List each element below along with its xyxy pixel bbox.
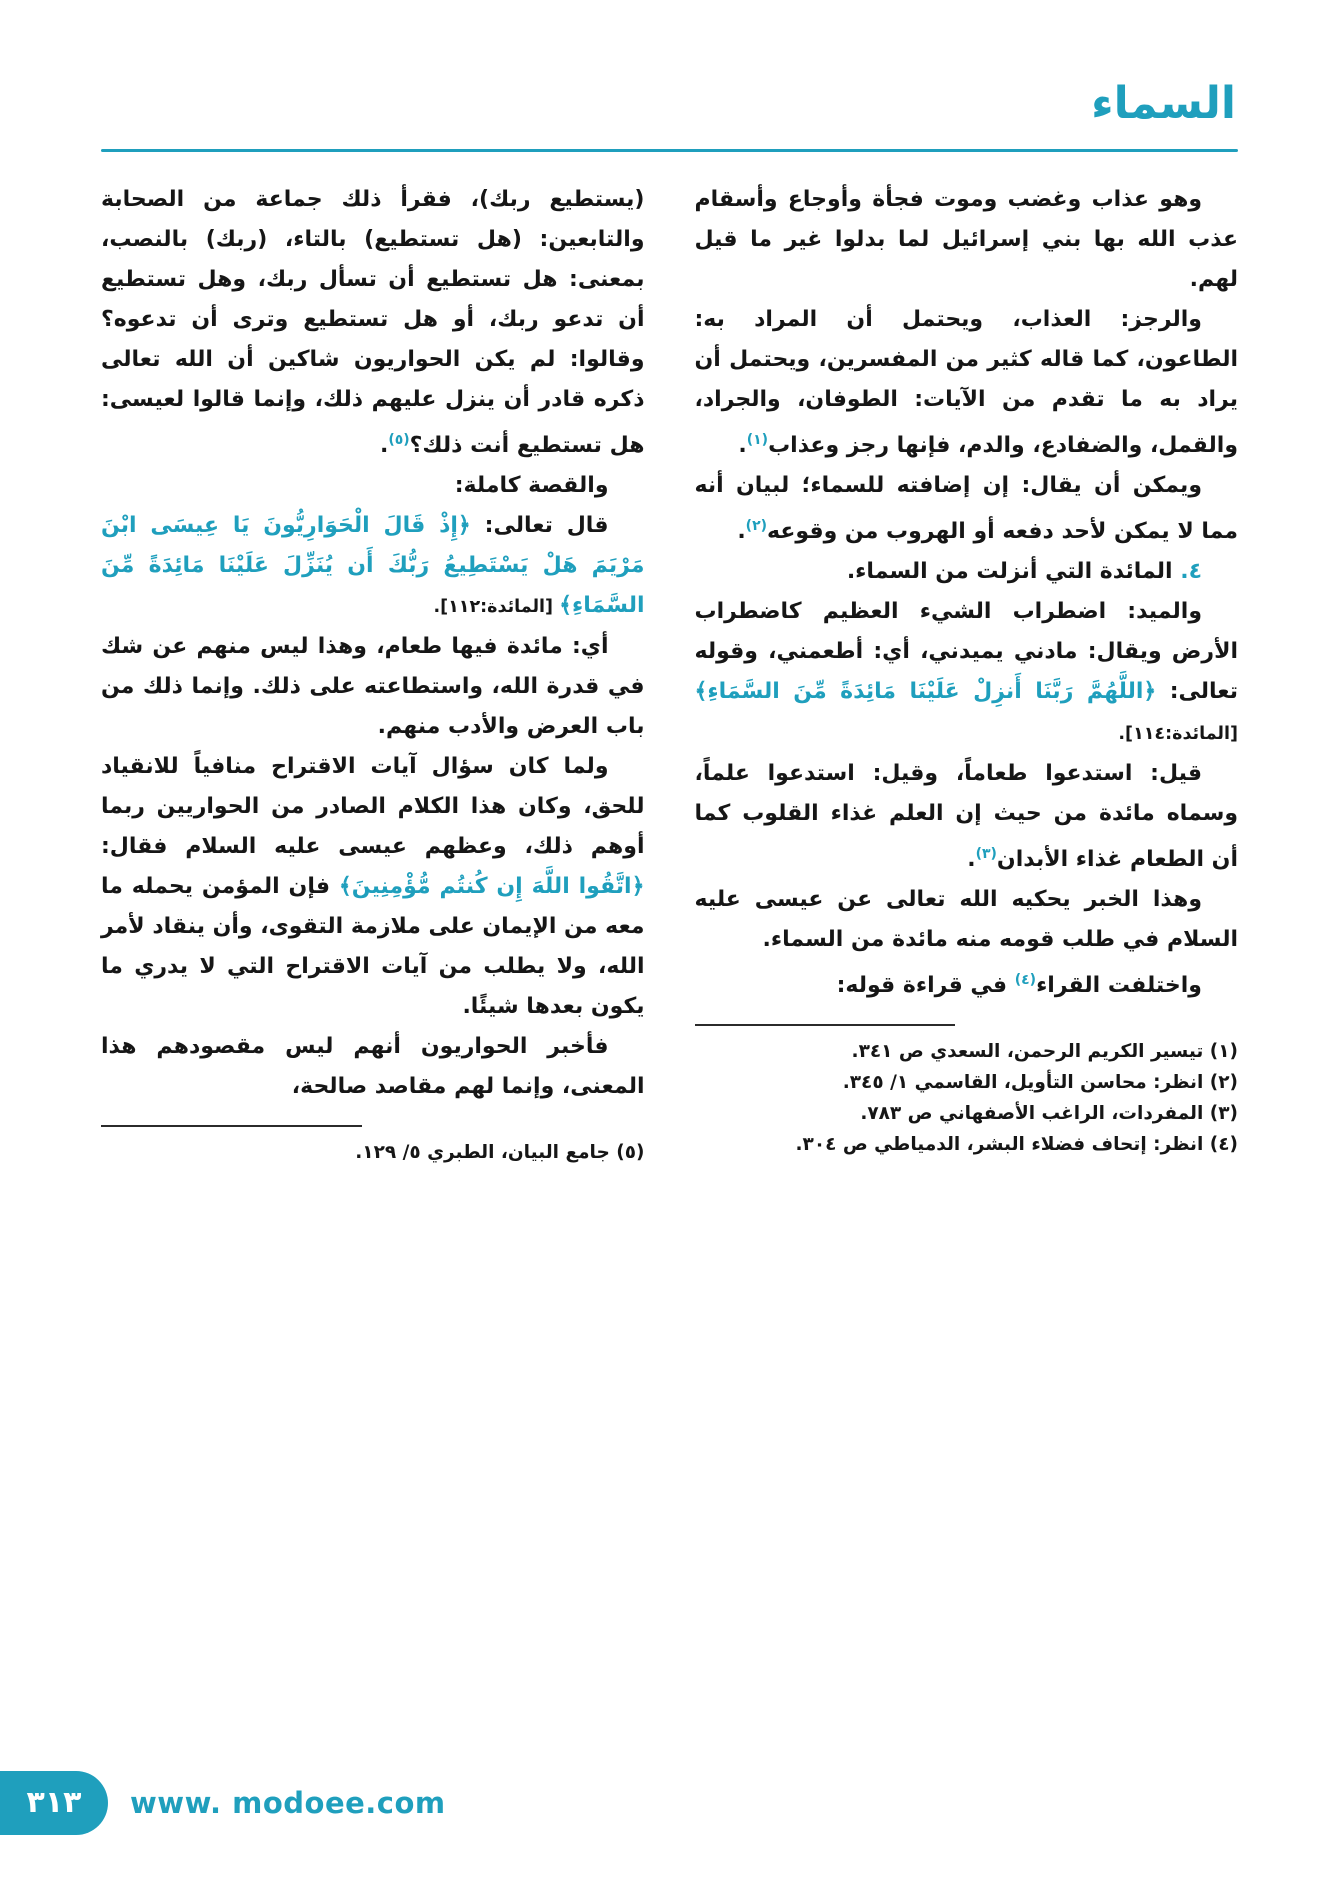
body-text: وهو عذاب وغضب وموت فجأة وأوجاع وأسقام عذب الله بها بني إسرائيل لما بدلوا غير ما قيل لهم.: [694, 187, 1238, 292]
paragraph: [695, 300, 1239, 466]
body-text: .: [379, 433, 389, 458]
footnote-ref: (١): [746, 432, 769, 448]
column-left: [101, 180, 645, 1168]
body-text: والقصة كاملة:: [454, 473, 609, 498]
body-text: في قراءة قوله:: [836, 973, 1015, 998]
paragraph: [101, 180, 645, 466]
footnote-ref: (٥): [388, 432, 410, 448]
section-heading: [695, 552, 1239, 592]
website-text: www. modoee.com: [130, 1786, 446, 1820]
page-number-badge: [0, 1771, 108, 1835]
quran-verse: ﴿إِذْ قَالَ الْحَوَارِيُّونَ يَا عِيسَى ابْنَ مَرْيَمَ هَلْ يَسْتَطِيعُ رَبُّكَ أَن يُنَزِّلَ عَلَيْنَا مَائِدَةً مِّنَ السَّمَاءِ﴾: [101, 513, 645, 618]
paragraph: [695, 592, 1239, 754]
column-right-footnotes: [695, 1036, 1239, 1160]
section-number: ٤.: [1172, 559, 1202, 584]
paragraph: [101, 747, 645, 1027]
paragraph: [101, 1027, 645, 1107]
verse-source: [المائدة:١١٤].: [1118, 724, 1238, 744]
footnote-ref: (٢): [745, 518, 768, 534]
footnote-ref: (٣): [975, 846, 997, 862]
body-text: والرجز: العذاب، ويحتمل أن المراد به: الطاعون، كما قاله كثير من المفسرين، ويحتمل أن يراد به ما تقدم من الآيات: الطوفان، والجراد، والقمل، والضفادع، والدم، فإنها رجز وعذاب: [694, 307, 1238, 458]
body-text: ويمكن أن يقال: إن إضافته للسماء؛ لبيان أنه مما لا يمكن لأحد دفعه أو الهروب من وقوعه: [694, 473, 1238, 544]
body-text: قيل: استدعوا طعاماً، وقيل: استدعوا علماً، وسماه مائدة من حيث إن العلم غذاء القلوب كما أن الطعام غذاء الأبدان: [694, 761, 1238, 872]
footnote: (٣) المفردات، الراغب الأصفهاني ص ٧٨٣.: [860, 1103, 1238, 1124]
footnote: (١) تيسير الكريم الرحمن، السعدي ص ٣٤١.: [851, 1041, 1238, 1062]
column-left-body: [101, 180, 645, 1107]
footnote-ref: (٤): [1014, 972, 1037, 988]
body-text: فإن المؤمن يحمله ما معه من الإيمان على ملازمة التقوى، وأن ينقاد لأمر الله، ولا يطلب من آيات الاقتراح التي لا يدري ما يكون بعدها شيئًا.: [100, 874, 645, 1019]
footnote: (٥) جامع البيان، الطبري ٥/ ١٢٩.: [355, 1142, 645, 1163]
text-columns: [101, 180, 1238, 1168]
footnote: (٤) انظر: إتحاف فضلاء البشر، الدمياطي ص ٣٠٤.: [795, 1134, 1238, 1155]
column-right: [695, 180, 1239, 1160]
quran-verse: ﴿اتَّقُوا اللَّهَ إِن كُنتُم مُّؤْمِنِينَ﴾: [338, 874, 645, 899]
paragraph: [695, 754, 1239, 880]
paragraph: [101, 506, 645, 627]
paragraph: [101, 627, 645, 747]
paragraph: [101, 466, 645, 506]
page-header-title: السماء: [1091, 78, 1236, 129]
paragraph: [695, 180, 1239, 300]
body-text: قال تعالى:: [470, 513, 609, 538]
body-text: واختلفت القراء: [1036, 973, 1202, 998]
body-text: والميد: اضطراب الشيء العظيم كاضطراب الأرض ويقال: مادني يميدني، أي: أطعمني، وقوله تعالى:: [694, 599, 1238, 704]
body-text: .: [967, 847, 976, 872]
column-left-footnotes: [101, 1137, 645, 1168]
paragraph: [695, 960, 1239, 1006]
column-right-body: [695, 180, 1239, 1006]
footnote: (٢) انظر: محاسن التأويل، القاسمي ١/ ٣٤٥.: [842, 1072, 1238, 1093]
body-text: (يستطيع ربك)، فقرأ ذلك جماعة من الصحابة والتابعين: (هل تستطيع) بالتاء، (ربك) بالنصب، بمعنى: هل تستطيع أن تسأل ربك، وهل تستطيع أن تدعو ربك، أو هل تستطيع وترى أن تدعوه؟ وقالوا: لم يكن الحواريون شاكين أن الله تعالى ذكره قادر أن ينزل عليهم ذلك، وإنما قالوا لعيسى: هل تستطيع أنت ذلك؟: [101, 187, 645, 458]
body-text: وهذا الخبر يحكيه الله تعالى عن عيسى عليه السلام في طلب قومه منه مائدة من السماء.: [694, 887, 1238, 952]
quran-verse: ﴿اللَّهُمَّ رَبَّنَا أَنزِلْ عَلَيْنَا مَائِدَةً مِّنَ السَّمَاءِ﴾: [694, 679, 1157, 704]
paragraph: [695, 880, 1239, 960]
footnote-separator: [101, 1125, 362, 1127]
body-text: أي: مائدة فيها طعام، وهذا ليس منهم عن شك في قدرة الله، واستطاعته على ذلك. وإنما ذلك من باب العرض والأدب منهم.: [101, 634, 645, 739]
body-text: .: [738, 433, 747, 458]
header-rule: [101, 149, 1238, 152]
footnote-separator: [695, 1024, 956, 1026]
body-text: المائدة التي أنزلت من السماء.: [846, 559, 1173, 584]
footnote-separator-wrap: [101, 1125, 645, 1127]
paragraph: [695, 466, 1239, 552]
footnote-separator-wrap: [695, 1024, 1239, 1026]
body-text: ولما كان سؤال آيات الاقتراح منافياً للانقياد للحق، وكان هذا الكلام الصادر من الحواريين ربما أوهم ذلك، وعظهم عيسى عليه السلام فقال:: [101, 754, 645, 859]
body-text: فأخبر الحواريون أنهم ليس مقصودهم هذا المعنى، وإنما لهم مقاصد صالحة،: [101, 1034, 645, 1099]
verse-source: [المائدة:١١٢].: [433, 597, 560, 617]
body-text: .: [737, 519, 746, 544]
page-number: ٣١٣: [26, 1785, 82, 1820]
